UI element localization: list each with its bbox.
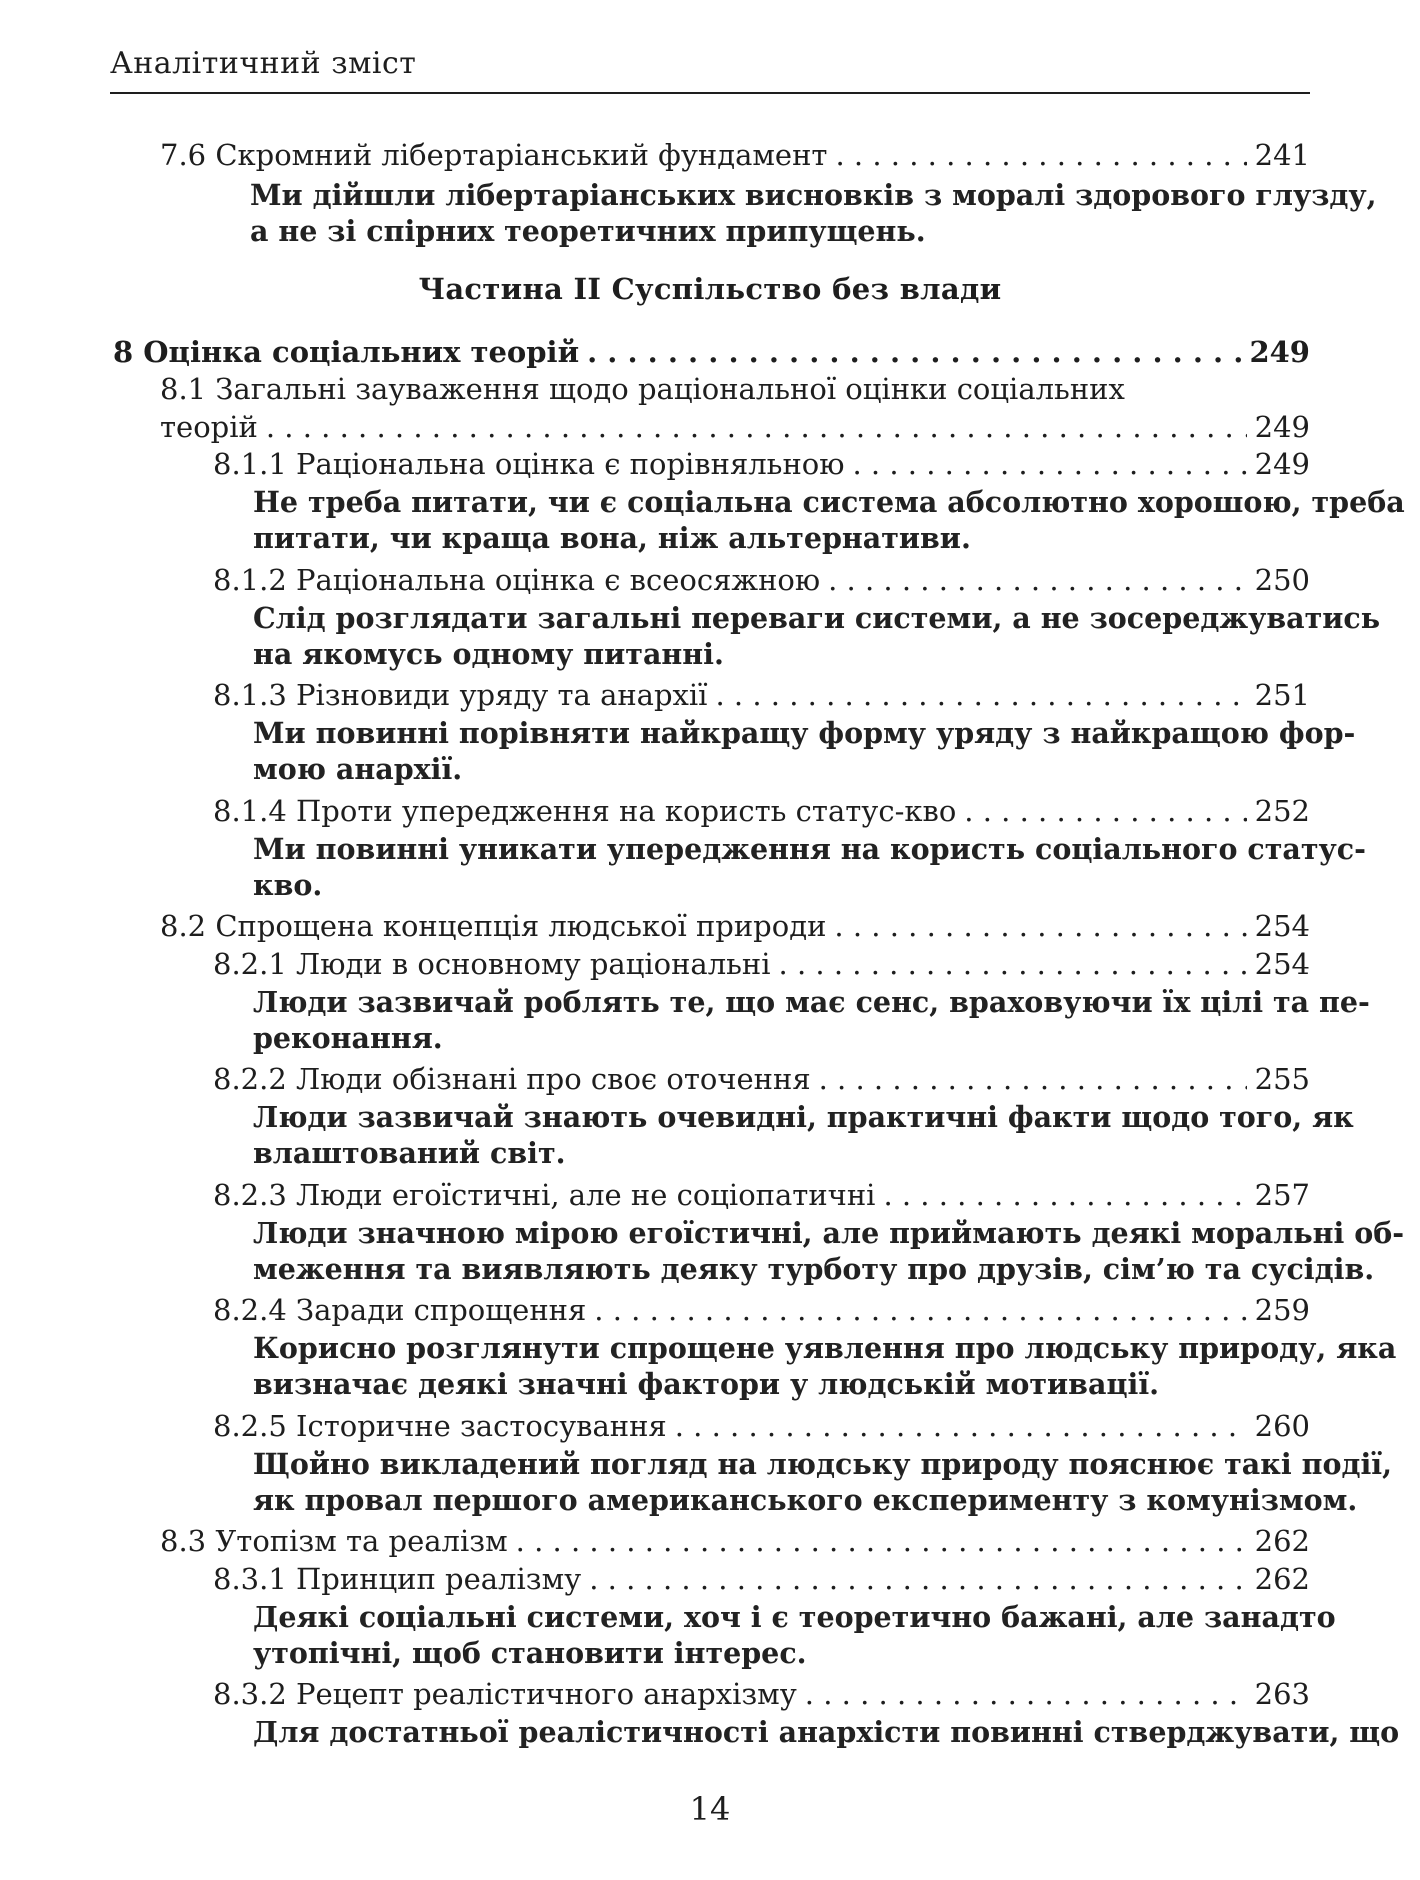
dot-leader: [853, 445, 1247, 483]
part-heading: Частина II Суспільство без влади: [418, 272, 1002, 306]
toc-entry-title: 8.1.2 Раціональна оцінка є всеосяжною: [213, 563, 821, 597]
dot-leader: [675, 1407, 1247, 1445]
page-number: 14: [689, 1790, 731, 1828]
summary-line: Люди значною мірою егоїстичні, але приймають деякі моральні об-: [253, 1216, 1405, 1250]
toc-entry-page: 241: [1254, 138, 1310, 172]
summary-line: Не треба питати, чи є соціальна система абсолютно хорошою, треба: [253, 485, 1405, 519]
dot-leader: [594, 1291, 1246, 1329]
toc-entry: [160, 408, 1310, 446]
toc-summary: [253, 1215, 1405, 1287]
toc-entry-title-line1: 8.1 Загальні зауваження щодо раціональної оцінки соціальних: [160, 372, 1125, 406]
toc-entry: [213, 1675, 1310, 1713]
summary-line: Ми дійшли лібертаріанських висновків з моралі здорового глузду,: [250, 178, 1377, 212]
summary-line: Люди зазвичай знають очевидні, практичні факти щодо того, як: [253, 1100, 1354, 1134]
toc-entry-title: 8.2.2 Люди обізнані про своє оточення: [213, 1062, 811, 1096]
toc-summary: [253, 600, 1381, 672]
dot-leader: [589, 1560, 1246, 1598]
dot-leader: [964, 792, 1246, 830]
dot-leader: [715, 676, 1246, 714]
toc-entry: [213, 945, 1310, 983]
summary-line: Корисно розглянути спрощене уявлення про людську природу, яка: [253, 1331, 1397, 1365]
toc-entry-page: 249: [1249, 335, 1310, 369]
toc-entry-title: 8.2.3 Люди егоїстичні, але не соціопатичні: [213, 1178, 876, 1212]
toc-entry-title: 8.2 Спрощена концепція людської природи: [160, 909, 827, 943]
toc-entry: [213, 792, 1310, 830]
toc-entry-title: 7.6 Скромний лібертаріанський фундамент: [160, 138, 828, 172]
summary-line: як провал першого американського експерименту з комунізмом.: [253, 1483, 1358, 1517]
summary-line: Щойно викладений погляд на людську природу пояснює такі події,: [253, 1447, 1393, 1481]
toc-entry-page: 262: [1254, 1524, 1310, 1558]
toc-entry: [213, 561, 1310, 599]
toc-summary: [253, 831, 1366, 903]
toc-entry-page: 251: [1254, 678, 1310, 712]
toc-chapter-entry: [113, 333, 1310, 371]
toc-entry: [213, 1176, 1310, 1214]
toc-entry-title: 8.3.1 Принцип реалізму: [213, 1562, 582, 1596]
dot-leader: [828, 561, 1247, 599]
toc-entry: [213, 445, 1310, 483]
summary-line: Деякі соціальні системи, хоч і є теоретично бажані, але занадто: [253, 1600, 1336, 1634]
summary-line: Ми повинні порівняти найкращу форму уряду з найкращою фор-: [253, 716, 1356, 750]
toc-entry: [213, 1060, 1310, 1098]
dot-leader: [587, 333, 1241, 371]
toc-entry-page: 255: [1254, 1062, 1310, 1096]
toc-summary: [253, 1599, 1336, 1671]
toc-entry-title: 8.2.1 Люди в основному раціональні: [213, 947, 771, 981]
toc-entry-title: 8.1.4 Проти упередження на користь статус-кво: [213, 794, 957, 828]
summary-line: Ми повинні уникати упередження на користь соціального статус-: [253, 832, 1366, 866]
toc-entry-page: 257: [1254, 1178, 1310, 1212]
header-rule: [110, 92, 1310, 94]
toc-entry-title: 8.3 Утопізм та реалізм: [160, 1524, 508, 1558]
summary-line: Люди зазвичай роблять те, що має сенс, враховуючи їх цілі та пе-: [253, 985, 1370, 1019]
toc-entry-page: 262: [1254, 1562, 1310, 1596]
toc-summary: [253, 1330, 1397, 1402]
toc-summary: [250, 177, 1377, 249]
toc-entry-page: 254: [1254, 909, 1310, 943]
toc-entry: [213, 1407, 1310, 1445]
toc-entry-page: 252: [1254, 794, 1310, 828]
toc-summary: [253, 1446, 1393, 1518]
summary-line: утопічні, щоб становити інтерес.: [253, 1636, 807, 1670]
toc-entry-page: 254: [1254, 947, 1310, 981]
summary-line: кво.: [253, 868, 323, 902]
dot-leader: [266, 408, 1247, 446]
summary-line: мою анархії.: [253, 752, 463, 786]
toc-entry: [160, 1522, 1310, 1560]
dot-leader: [834, 907, 1246, 945]
summary-line: Для достатньої реалістичності анархісти повинні стверджувати, що: [253, 1715, 1400, 1749]
toc-entry-title: теорій: [160, 410, 258, 444]
summary-line: а не зі спірних теоретичних припущень.: [250, 214, 926, 248]
toc-entry: [213, 1291, 1310, 1329]
toc-entry-page: 260: [1254, 1409, 1310, 1443]
toc-entry-title: 8.1.3 Різновиди уряду та анархії: [213, 678, 708, 712]
summary-line: меження та виявляють деяку турботу про друзів, сім’ю та сусідів.: [253, 1252, 1375, 1286]
toc-entry-page: 250: [1254, 563, 1310, 597]
toc-entry-page: 249: [1254, 447, 1310, 481]
toc-entry-page: 263: [1254, 1677, 1310, 1711]
dot-leader: [805, 1675, 1247, 1713]
toc-entry-page: 259: [1254, 1293, 1310, 1327]
toc-entry: [213, 1560, 1310, 1598]
toc-entry: [213, 676, 1310, 714]
dot-leader: [516, 1522, 1247, 1560]
toc-entry-title: 8.3.2 Рецепт реалістичного анархізму: [213, 1677, 797, 1711]
summary-line: питати, чи краща вона, ніж альтернативи.: [253, 521, 971, 555]
summary-line: влаштований світ.: [253, 1136, 566, 1170]
toc-summary: [253, 1099, 1354, 1171]
toc-entry: [160, 907, 1310, 945]
toc-summary: [253, 1714, 1400, 1750]
summary-line: на якомусь одному питанні.: [253, 637, 724, 671]
running-head: Аналітичний зміст: [110, 46, 417, 81]
dot-leader: [883, 1176, 1246, 1214]
summary-line: реконання.: [253, 1021, 443, 1055]
toc-summary: [253, 715, 1356, 787]
toc-entry-title: 8.1.1 Раціональна оцінка є порівняльною: [213, 447, 845, 481]
dot-leader: [835, 136, 1246, 174]
toc-summary: [253, 484, 1405, 556]
toc-entry-title: 8 Оцінка соціальних теорій: [113, 335, 580, 369]
dot-leader: [819, 1060, 1247, 1098]
toc-entry-page: 249: [1254, 410, 1310, 444]
summary-line: Слід розглядати загальні переваги системи, а не зосереджуватись: [253, 601, 1381, 635]
dot-leader: [779, 945, 1247, 983]
toc-entry: [160, 136, 1310, 174]
toc-summary: [253, 984, 1370, 1056]
toc-entry-title: 8.2.4 Заради спрощення: [213, 1293, 587, 1327]
toc-entry-title: 8.2.5 Історичне застосування: [213, 1409, 667, 1443]
summary-line: визначає деякі значні фактори у людській мотивації.: [253, 1367, 1160, 1401]
